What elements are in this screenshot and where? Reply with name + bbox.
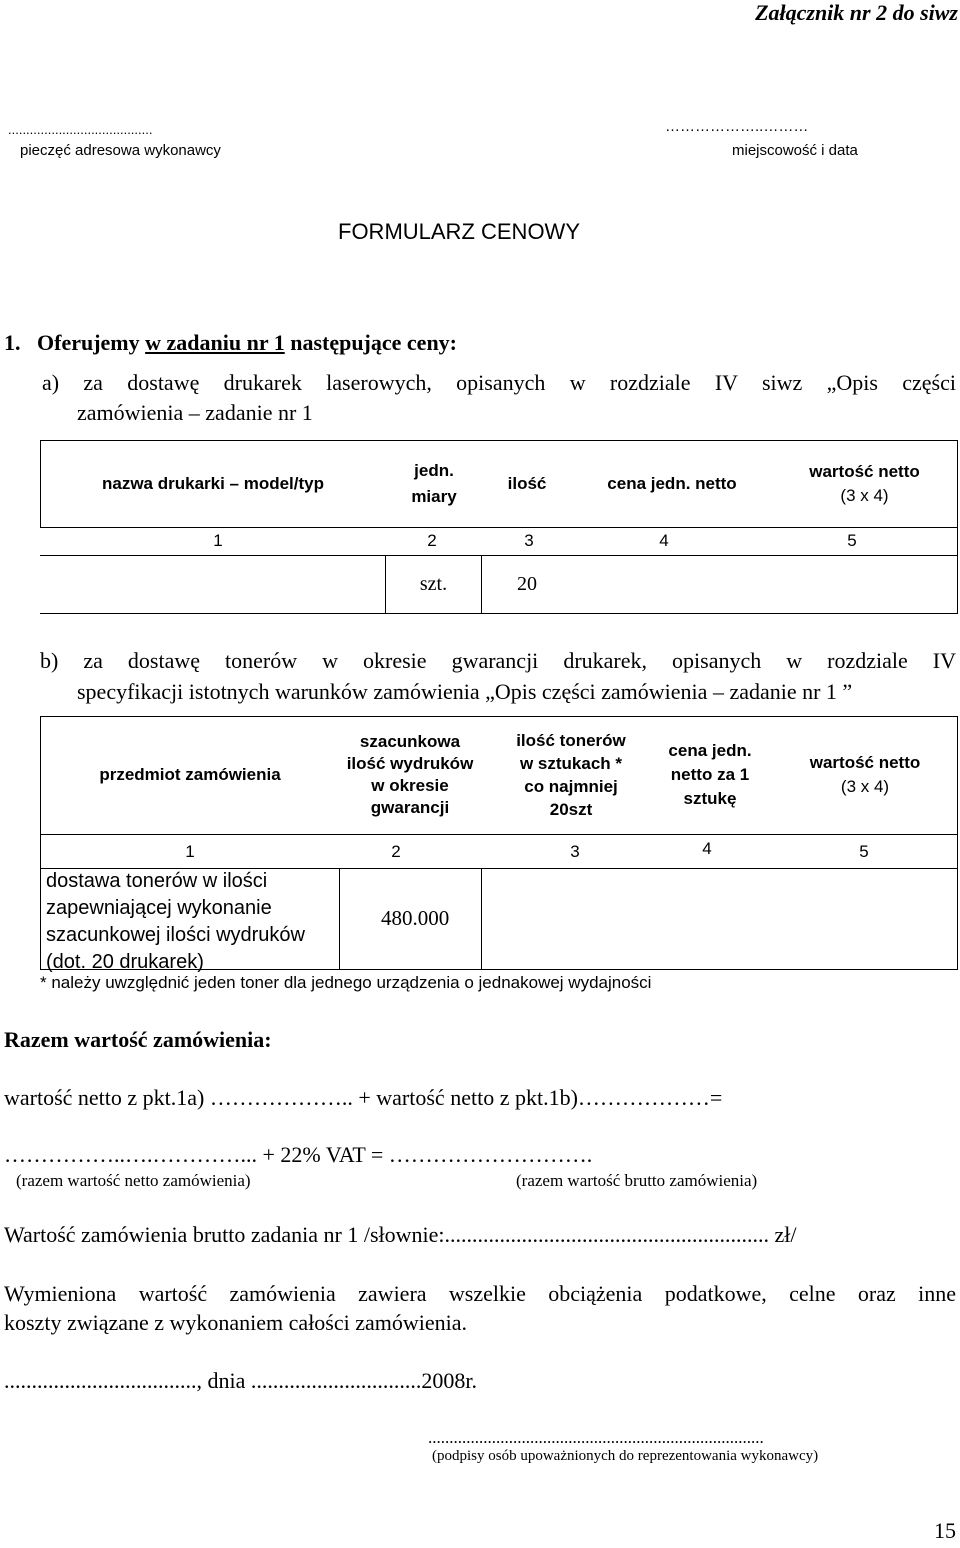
net-label: (razem wartość netto zamówienia) [16, 1171, 251, 1190]
col-num-1: 1 [213, 531, 223, 550]
col-num-3: 3 [524, 531, 534, 550]
row-qty: 20 [517, 573, 537, 595]
form-title: FORMULARZ CENOWY [338, 219, 580, 244]
summary-line2: ……………..….…………... + 22% VAT = ………………………. [4, 1142, 593, 1167]
place-dots: ………………..……… [665, 118, 809, 135]
col-value [772, 440, 957, 527]
section-a-line2: zamówienia – zadanie nr 1 [77, 400, 313, 425]
value-b-label: wartość netto [809, 753, 921, 772]
col-num-4: 4 [659, 531, 669, 550]
col-unit-price-b: cena jedn. netto za 1 sztukę [668, 741, 752, 808]
charges-line1: Wymieniona wartość zamówienia zawiera wszelkie obciążenia podatkowe, celne oraz inne [4, 1281, 956, 1306]
heading-post: następujące ceny: [284, 330, 458, 355]
signature-label: (podpisy osób upoważnionych do reprezentowania wykonawcy) [432, 1448, 819, 1464]
summary-heading: Razem wartość zamówienia: [4, 1027, 272, 1052]
b-num-4: 4 [702, 839, 712, 858]
col-est-qty: szacunkowa ilość wydruków w okresie gwarancji [346, 732, 474, 817]
section-a-line1: a) za dostawę drukarek laserowych, opisanych w rozdziale IV siwz „Opis części [42, 370, 956, 395]
date-line: ..................................., dnia ...............................2008r. [4, 1368, 477, 1393]
col-num-5: 5 [847, 531, 857, 550]
footnote: * należy uwzględnić jeden toner dla jednego urządzenia o jednakowej wydajności [40, 973, 652, 992]
col-printer-model: nazwa drukarki – model/typ [101, 473, 324, 493]
col-toner-qty: ilość tonerów w sztukach * co najmniej 20szt [516, 731, 626, 819]
b-num-1: 1 [185, 842, 195, 861]
summary-line1: wartość netto z pkt.1a) ……………….. + wartość netto z pkt.1b)………………= [4, 1085, 723, 1110]
signature-dots: ............................................................................... [428, 1428, 764, 1447]
section-b-line1: b) za dostawę tonerów w okresie gwarancji drukarek, opisanych w rozdziale IV [40, 648, 956, 673]
b-num-5: 5 [859, 842, 869, 861]
value-formula: (3 x 4) [840, 485, 889, 505]
col-subject: przedmiot zamówienia [99, 765, 281, 784]
gross-label: (razem wartość brutto zamówienia) [516, 1171, 758, 1190]
section-number: 1. [4, 330, 21, 355]
value-label: wartość netto [809, 461, 920, 481]
section-b-line2: specyfikacji istotnych warunków zamówienia „Opis części zamówienia – zadanie nr 1 ” [77, 679, 853, 704]
col-unit: jedn. miary [411, 460, 457, 506]
value-b-formula: (3 x 4) [840, 777, 890, 796]
page-number: 15 [934, 1518, 956, 1543]
col-qty: ilość [507, 473, 547, 493]
heading-pre: Oferujemy [37, 330, 146, 355]
heading-underlined: w zadaniu nr 1 [145, 330, 285, 355]
annex-label: Załącznik nr 2 do siwz [755, 0, 958, 25]
words-line: Wartość zamówienia brutto zadania nr 1 /słownie:........................................................... zł/ [4, 1222, 797, 1247]
row-description: dostawa tonerów w ilości zapewniającej wykonanie szacunkowej ilości wydruków (dot. 20 drukarek) [46, 870, 305, 973]
b-num-2: 2 [391, 842, 401, 861]
col-value-b [785, 716, 945, 834]
section-1-heading [4, 330, 457, 356]
col-num-2: 2 [427, 531, 437, 550]
col-unit-price: cena jedn. netto [607, 473, 737, 493]
b-num-3: 3 [570, 842, 580, 861]
charges-line2: koszty związane z wykonaniem całości zamówienia. [4, 1310, 468, 1335]
stamp-label: pieczęć adresowa wykonawcy [20, 142, 221, 159]
row-est-value: 480.000 [381, 906, 450, 930]
stamp-dots: ........................................ [8, 122, 153, 137]
row-unit: szt. [419, 573, 448, 595]
place-label: miejscowość i data [732, 142, 858, 159]
